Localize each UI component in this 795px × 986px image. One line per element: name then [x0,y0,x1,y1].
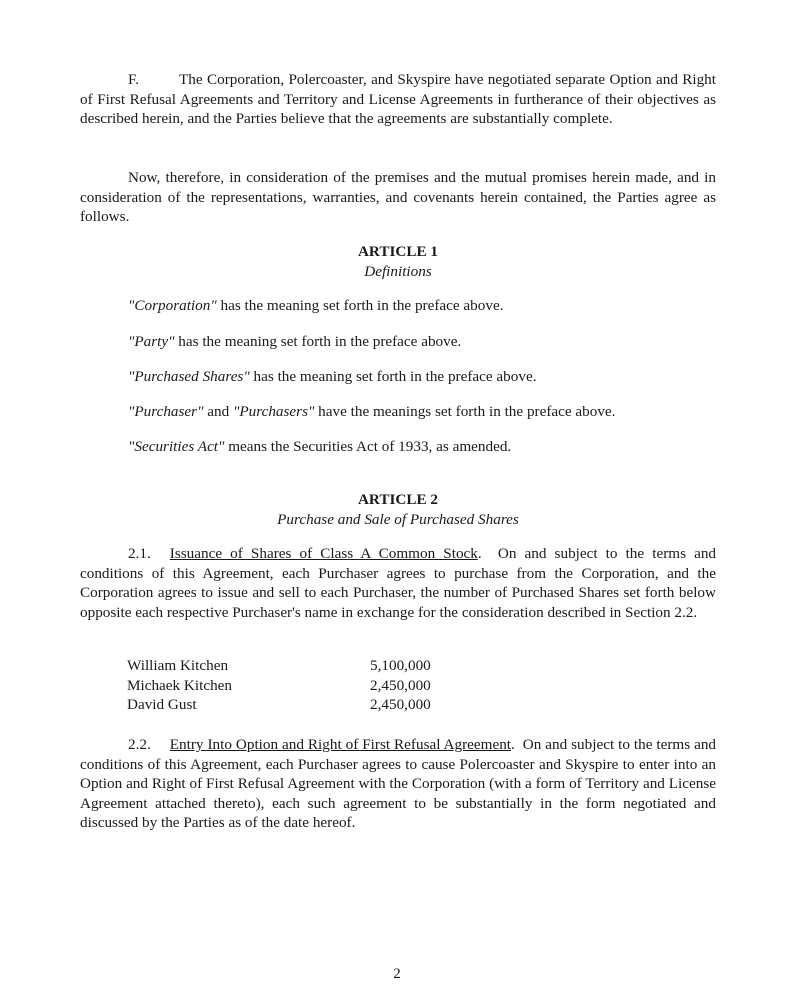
definition-term-2: "Purchasers" [233,403,315,420]
article-1-title: ARTICLE 1 [357,243,439,260]
table-row [127,656,431,676]
share-amount: 2,450,000 [370,676,431,694]
definition-text: means the Securities Act of 1933, as amended. [224,438,512,455]
section-2-2-number: 2.2. [128,736,151,753]
definition-purchased-shares [128,367,728,387]
definition-term: "Corporation" [128,297,217,314]
recital-f-label: F. [128,71,140,88]
definition-connector: and [203,403,233,420]
share-amount: 5,100,000 [370,657,431,674]
article-2-subtitle: Purchase and Sale of Purchased Shares [277,511,519,528]
definition-text: has the meaning set forth in the preface above. [216,297,504,314]
definition-party [128,332,728,352]
definition-term: "Party" [128,333,175,350]
definition-securities-act [128,437,728,457]
section-2-1-heading: Issuance of Shares of Class A Common Stock [169,545,478,562]
definition-term: "Purchased Shares" [128,368,250,385]
page-number: 2 [393,966,401,982]
share-amount: 2,450,000 [370,696,431,714]
section-2-1-text: On and subject to the terms and conditions of this Agreement, each Purchaser agrees to purchase from the Corporation, and the Corporation agrees to issue and sell to each Purchaser, the number of Purchased Shares set forth below opposite each respective Purchaser's name in exchange for the consideration described in Section 2.2. [80,545,717,621]
purchaser-name: William Kitchen [127,657,229,674]
section-2-2-text: On and subject to the terms and conditions of this Agreement, each Purchaser agrees to cause Polercoaster and Skyspire to enter into an Option and Right of First Refusal Agreement with the Corporation (with a form of Territory and License Agreement attached thereto), each such agreement to be substantially in the form negotiated and discussed by the Parties as of the date hereof. [80,736,717,832]
recital-f [80,70,716,129]
article-1-subtitle: Definitions [364,263,432,280]
section-2-1 [80,544,716,622]
article-2-title: ARTICLE 2 [357,491,439,508]
definition-text: has the meaning set forth in the preface above. [249,368,537,385]
now-therefore-paragraph: Now, therefore, in consideration of the premises and the mutual promises herein made, and in consideration of the representations, warranties, and covenants herein contained, the Parties agree as follows. [80,169,716,226]
definition-purchaser [128,402,728,422]
recital-f-text: The Corporation, Polercoaster, and Skyspire have negotiated separate Option and Right of First Refusal Agreements and Territory and License Agreements in furtherance of their objectives as described herein, and the Parties believe that the agreements are substantially complete. [80,71,716,128]
section-2-2 [80,735,716,833]
definition-text: has the meaning set forth in the preface above. [174,333,462,350]
definition-term: "Purchaser" [128,403,204,420]
section-2-1-number: 2.1. [128,545,151,562]
table-row [127,676,431,696]
section-2-2-heading-end: . [511,736,515,753]
purchased-shares-table [127,656,431,715]
definition-text: have the meanings set forth in the preface above. [314,403,616,420]
table-row [127,695,431,715]
definition-corporation [128,296,728,316]
purchaser-name: Michaek Kitchen [127,676,233,694]
purchaser-name: David Gust [127,696,197,714]
section-2-1-heading-end: . [477,545,482,562]
section-2-2-heading: Entry Into Option and Right of First Refusal Agreement [169,736,512,753]
definition-term: "Securities Act" [128,438,225,455]
